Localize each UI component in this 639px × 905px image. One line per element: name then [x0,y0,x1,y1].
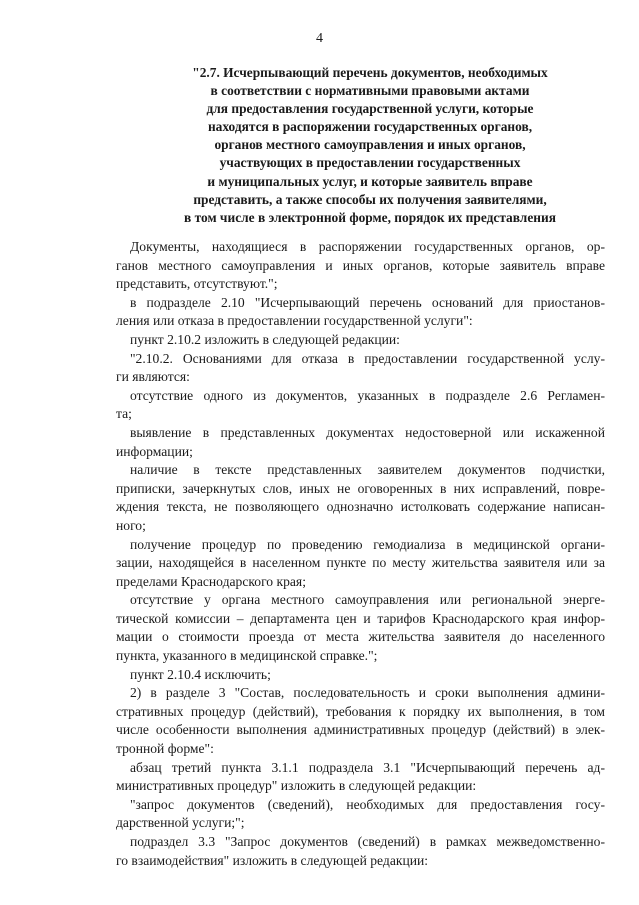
paragraph [116,294,605,331]
paragraph-line: "запрос документов (сведений), необходимых для предоставления госу- [130,796,605,812]
paragraph [116,238,605,294]
paragraph-line: ганов местного самоуправления и иных органов, которые заявитель вправе [116,257,605,273]
paragraph-line: Документы, находящиеся в распоряжении государственных органов, ор- [130,239,605,254]
heading-line: представить, а также способы их получения заявителями, [193,191,547,207]
paragraph [116,759,605,796]
heading-line: находятся в распоряжении государственных органов, [207,119,533,135]
paragraph-line: тронной форме": [116,741,214,757]
paragraph-line: выявление в представленных документах недостоверной или искаженной [130,424,605,440]
paragraph-line: та; [116,406,132,422]
heading-line: в соответствии с нормативными правовыми актами [210,83,530,99]
paragraph-line: отсутствие у органа местного самоуправления или региональной энерге- [130,592,605,608]
paragraph [116,424,605,461]
paragraph [116,461,605,535]
heading-line: органов местного самоуправления и иных органов, [214,137,526,153]
paragraph-line: пункта, указанного в медицинской справке."; [116,648,378,664]
paragraph-line: ления или отказа в предоставлении государственной услуги": [116,313,473,329]
heading-line: для предоставления государственной услуги, которые [206,101,534,117]
paragraph-line: пределами Краснодарского края; [116,573,306,589]
paragraph-line: представить, отсутствуют."; [116,276,278,292]
paragraph [116,350,605,387]
paragraph [116,684,605,758]
paragraph-line: ги являются: [116,369,190,385]
paragraph-line: 2) в разделе 3 "Состав, последовательность и сроки выполнения админи- [130,685,605,701]
paragraph-line: абзац третий пункта 3.1.1 подраздела 3.1 "Исчерпывающий перечень ад- [130,759,605,775]
paragraph-line: пункт 2.10.4 исключить; [130,666,271,682]
paragraph-line: числе особенности выполнения административных процедур (действий) в элек- [116,722,605,738]
paragraph [116,387,605,424]
paragraph-line: приписки, зачеркнутых слов, иных не оговоренных в них исправлений, повре- [116,480,605,496]
paragraph [116,666,605,685]
paragraph-line: получение процедур по проведению гемодиализа в медицинской органи- [130,536,605,552]
paragraph-line: подраздел 3.3 "Запрос документов (сведений) в рамках межведомственно- [130,834,605,849]
paragraph-line: "2.10.2. Основаниями для отказа в предоставлении государственной услу- [130,350,605,366]
heading-line: "2.7. Исчерпывающий перечень документов, необходимых [192,65,548,80]
page-number: 4 [316,31,323,46]
paragraph [116,796,605,833]
paragraph-line: дарственной услуги;"; [116,815,245,831]
paragraph-line: министративных процедур" изложить в следующей редакции: [116,778,477,794]
paragraph [116,833,605,870]
paragraph-line: тической комиссии – департамента цен и тарифов Краснодарского края инфор- [116,610,605,626]
document-body [116,238,605,870]
paragraph [116,591,605,665]
paragraph-line: стративных процедур (действий), требования к порядку их выполнения, в том [116,703,605,719]
section-heading [110,64,630,227]
paragraph-line: в подразделе 2.10 "Исчерпывающий перечень оснований для приостанов- [130,294,605,310]
paragraph-line: го взаимодействия" изложить в следующей редакции: [116,852,429,868]
paragraph-line: пункт 2.10.2 изложить в следующей редакции: [130,331,400,347]
paragraph-line: отсутствие одного из документов, указанных в подразделе 2.6 Регламен- [130,387,605,403]
heading-line: и муниципальных услуг, и которые заявитель вправе [207,173,533,189]
paragraph-line: мации о стоимости проезда от места жительства заявителя до населенного [116,629,605,645]
paragraph-line: информации; [116,443,193,459]
heading-line: в том числе в электронной форме, порядок их представления [184,209,556,225]
paragraph [116,331,605,350]
paragraph [116,536,605,592]
paragraph-line: ного; [116,517,146,533]
heading-line: участвующих в предоставлении государственных [219,155,521,171]
paragraph-line: ждения текста, не позволяющего однозначно истолковать содержание написан- [116,499,605,515]
paragraph-line: зации, находящейся в населенном пункте по месту жительства заявителя или за [116,555,605,571]
paragraph-line: наличие в тексте представленных заявителем документов подчистки, [130,462,605,478]
